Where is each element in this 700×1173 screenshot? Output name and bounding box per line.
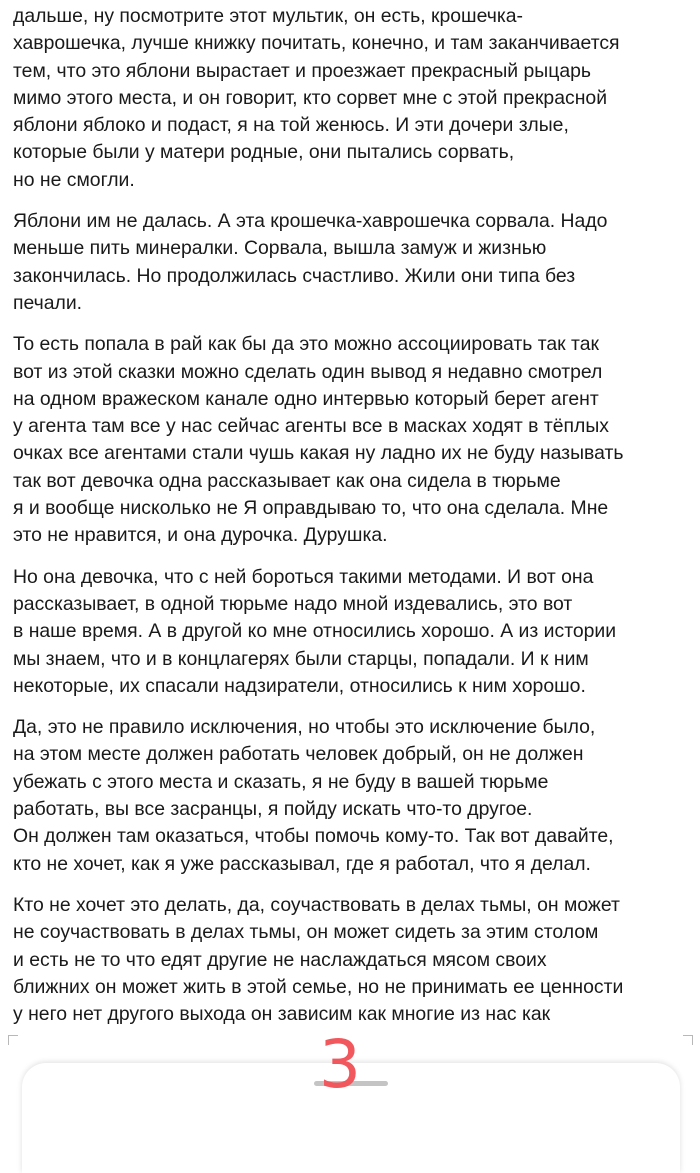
paragraph — [13, 892, 693, 1028]
paragraph — [13, 3, 693, 194]
text-line: хаврошечка, лучше книжку почитать, конечно, и там заканчивается — [13, 32, 620, 55]
text-line: на одном вражеском канале одно интервью который берет агент — [13, 387, 599, 410]
text-line: не соучаствовать в делах тьмы, он может сидеть за этим столом — [13, 921, 599, 944]
page-number-label: 3 — [319, 1026, 361, 1103]
paragraph — [13, 208, 693, 317]
text-line: меньше пить минералки. Сорвала, вышла замуж и жизнью — [13, 237, 547, 260]
text-line: очках все агентами стали чушь какая ну ладно их не буду называть — [13, 442, 624, 465]
text-line: дальше, ну посмотрите этот мультик, он есть, крошечка- — [13, 5, 523, 27]
text-line: убежать с этого места и сказать, я не буду в вашей тюрьме — [13, 770, 549, 793]
text-line: рассказывает, в одной тюрьме надо мной издевались, это вот — [13, 592, 573, 615]
text-line: у агента там все у нас сейчас агенты все в масках ходят в тёплых — [13, 415, 609, 438]
text-line: То есть попала в рай как бы да это можно ассоциировать так так — [13, 333, 599, 356]
text-line: Кто не хочет это делать, да, соучаствовать в делах тьмы, он может — [13, 893, 620, 916]
page-corner-mark-left — [8, 1035, 18, 1045]
text-line: ближних он может жить в этой семье, но не принимать ее ценности — [13, 975, 624, 998]
text-line: Он должен там оказаться, чтобы помочь кому-то. Так вот давайте, — [13, 825, 614, 848]
text-line: это не нравится, и она дурочка. Дурушка. — [13, 524, 388, 547]
text-line: которые были у матери родные, они пытались сорвать, — [13, 141, 515, 164]
text-line: яблони яблоко и подаст, я на той женюсь. И эти дочери злые, — [13, 114, 569, 137]
text-line: так вот девочка одна рассказывает как она сидела в тюрьме — [13, 469, 561, 492]
page-corner-mark-right — [683, 1035, 693, 1045]
text-line: мимо этого места, и он говорит, кто сорвет мне с этой прекрасной — [13, 86, 608, 109]
text-line: мы знаем, что и в концлагерях были старцы, попадали. И к ним — [13, 647, 589, 670]
document-page — [13, 3, 693, 1042]
text-line: я и вообще нисколько не Я оправдываю то, что она сделала. Мне — [13, 497, 609, 520]
text-line: вот из этой сказки можно сделать один вывод я недавно смотрел — [13, 360, 603, 383]
paragraph — [13, 331, 693, 549]
text-line: тем, что это яблони вырастает и проезжает прекрасный рыцарь — [13, 59, 592, 82]
text-line: но не смогли. — [13, 168, 135, 191]
text-line: закончилась. Но продолжилась счастливо. Жили они типа без — [13, 264, 576, 287]
text-line: и есть не то что едят другие не наслаждаться мясом своих — [13, 948, 547, 971]
paragraph — [13, 714, 693, 878]
text-line: Яблони им не далась. А эта крошечка-хаврошечка сорвала. Надо — [13, 210, 608, 233]
text-line: в наше время. А в другой ко мне относились хорошо. А из истории — [13, 620, 617, 643]
text-line: у него нет другого выхода он зависим как многие из нас как — [13, 1003, 551, 1026]
paragraph — [13, 564, 693, 700]
text-line: кто не хочет, как я уже рассказывал, где я работал, что я делал. — [13, 852, 591, 875]
text-line: на этом месте должен работать человек добрый, он не должен — [13, 743, 584, 766]
text-line: работать, вы все засранцы, я пойду искать что-то другое. — [13, 798, 533, 821]
text-line: Да, это не правило исключения, но чтобы это исключение было, — [13, 716, 596, 739]
text-line: Но она девочка, что с ней бороться такими методами. И вот она — [13, 565, 594, 588]
text-line: некоторые, их спасали надзиратели, относились к ним хорошо. — [13, 674, 586, 697]
text-line: печали. — [13, 291, 83, 314]
